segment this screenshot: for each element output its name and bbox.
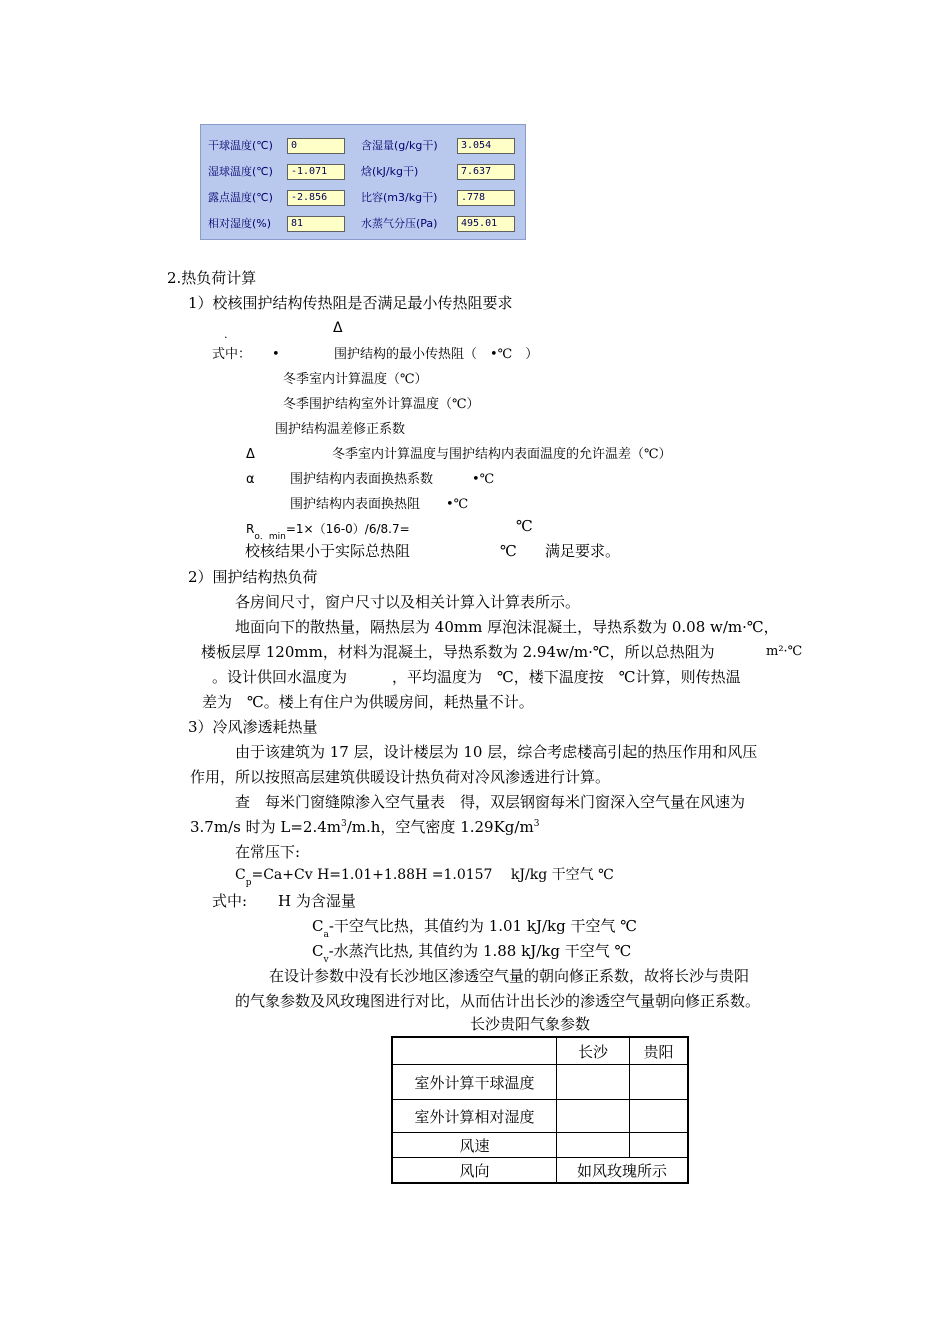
table-cell: [630, 1100, 689, 1133]
delta-symbol: Δ: [246, 447, 255, 462]
def-heat-transfer-resistance: 围护结构内表面换热阻 •℃: [290, 497, 469, 512]
table-row: [392, 1065, 688, 1100]
para-3d: [190, 817, 539, 840]
check-result: 校核结果小于实际总热阻: [245, 542, 411, 560]
where-label: 式中:: [212, 892, 248, 910]
alpha-symbol: α: [246, 472, 255, 487]
para-2c: 楼板层厚 120mm，材料为混凝土，导热系数为 2.94w/m·℃，所以总热阻为: [201, 643, 715, 661]
para-3g: 的气象参数及风玫瑰图进行对比，从而估计出长沙的渗透空气量朝向修正系数。: [235, 992, 761, 1010]
para-3b: 作用，所以按照高层建筑供暖设计热负荷对冷风渗透进行计算。: [190, 768, 611, 786]
subsection-1-title: 1）校核围护结构传热阻是否满足最小传热阻要求: [188, 294, 513, 312]
para-3a: 由于该建筑为 17 层，设计楼层为 10 层，综合考虑楼高引起的热压作用和风压: [235, 743, 758, 761]
dew-point-label: 露点温度(℃): [208, 191, 273, 204]
wet-bulb-label: 湿球温度(℃): [208, 165, 273, 178]
subsection-2-title: 2）围护结构热负荷: [188, 568, 318, 586]
para-3d-sup: 3: [340, 819, 347, 829]
def-temp-correction: 围护结构温差修正系数: [275, 422, 406, 437]
table-cell: [630, 1065, 689, 1100]
ca-text: -干空气比热，其值约为 1.01 kJ/kg 干空气 ℃: [328, 917, 638, 935]
vapor-field[interactable]: 495.01: [457, 216, 515, 232]
table-cell: [557, 1133, 630, 1158]
vapor-label: 水蒸气分压(Pa): [361, 217, 438, 230]
def-indoor-temp: 冬季室内计算温度（℃）: [283, 372, 428, 387]
para-2b: 地面向下的散热量，隔热层为 40mm 厚泡沫混凝土，导热系数为 0.08 w/m·℃，: [235, 618, 779, 636]
def-heat-transfer-coef: 围护结构内表面换热系数 •℃: [290, 472, 495, 487]
section-title: 2.热负荷计算: [167, 269, 257, 287]
cp-expression: =Ca+Cv H=1.01+1.88H =1.0157 kJ/kg 干空气 ℃: [251, 867, 614, 883]
def-outdoor-temp: 冬季围护结构室外计算温度（℃）: [283, 397, 480, 412]
para-3c: 查 每米门窗缝隙渗入空气量表 得，双层钢窗每米门窗深入空气量在风速为: [235, 793, 746, 811]
def-allowed-diff: 冬季室内计算温度与围护结构内表面温度的允许温差（℃）: [332, 447, 672, 462]
para-3d-a: 3.7m/s 时为 L=2.4m: [190, 818, 341, 836]
rmin-unit: ℃: [516, 517, 533, 535]
cv-c: C: [312, 942, 324, 960]
row-label: 室外计算相对湿度: [392, 1100, 557, 1133]
cv-definition: [312, 941, 631, 964]
cv-subscript: v: [323, 955, 329, 965]
table-caption: 长沙贵阳气象参数: [470, 1015, 591, 1033]
para-2e: 差为 ℃。楼上有住户为供暖房间，耗热量不计。: [202, 693, 534, 711]
cp-c: C: [235, 867, 246, 883]
para-2a: 各房间尺寸，窗户尺寸以及相关计算入计算表所示。: [235, 593, 581, 611]
row-label: 风速: [392, 1133, 557, 1158]
volume-field[interactable]: .778: [457, 190, 515, 206]
para-2d: 。设计供回水温度为 ，平均温度为 ℃，楼下温度按 ℃计算，则传热温: [212, 668, 741, 686]
wet-bulb-field[interactable]: -1.071: [287, 164, 345, 180]
formula-delta: Δ: [333, 320, 343, 336]
def-min-resistance: 围护结构的最小传热阻（ •℃ ）: [334, 347, 539, 362]
table-row: [392, 1100, 688, 1133]
rmin-formula: [246, 520, 410, 542]
enthalpy-field[interactable]: 7.637: [457, 164, 515, 180]
enthalpy-label: 焓(kJ/kg干): [361, 165, 419, 178]
check-ok: 满足要求。: [545, 542, 621, 560]
subsection-3-title: 3）冷风渗透耗热量: [188, 718, 318, 736]
row-label: 风向: [392, 1158, 557, 1184]
rmin-subscript: o．min: [254, 532, 286, 542]
row-label: 室外计算干球温度: [392, 1065, 557, 1100]
table-cell: [392, 1037, 557, 1065]
check-unit: ℃: [500, 542, 517, 560]
table-cell: 如风玫瑰所示: [557, 1158, 689, 1184]
cv-text: -水蒸汽比热, 其值约为 1.88 kJ/kg 干空气 ℃: [328, 942, 632, 960]
table-header: 贵阳: [630, 1037, 689, 1065]
para-2c-unit: m²·℃: [766, 644, 803, 659]
bullet: •: [272, 347, 280, 362]
psychrometric-panel: [200, 124, 526, 240]
weather-table: [391, 1036, 689, 1184]
rmin-expression: =1×（16-0）/6/8.7=: [285, 522, 410, 536]
cp-formula: [235, 866, 614, 886]
table-row: [392, 1037, 688, 1065]
formula-where-label: 式中：: [212, 347, 252, 362]
moisture-field[interactable]: 3.054: [457, 138, 515, 154]
table-header: 长沙: [557, 1037, 630, 1065]
para-3e: 在常压下:: [235, 843, 301, 861]
moisture-label: 含湿量(g/kg干): [361, 139, 438, 152]
ca-c: C: [312, 917, 324, 935]
table-cell: [557, 1100, 630, 1133]
para-3d-b: /m.h，空气密度 1.29Kg/m: [346, 818, 534, 836]
ca-subscript: a: [323, 930, 329, 940]
h-definition: H 为含湿量: [278, 892, 356, 910]
para-3f: 在设计参数中没有长沙地区渗透空气量的朝向修正系数，故将长沙与贵阳: [269, 967, 750, 985]
table-cell: [557, 1065, 630, 1100]
table-row: [392, 1158, 688, 1184]
dry-bulb-field[interactable]: 0: [287, 138, 345, 154]
table-row: [392, 1133, 688, 1158]
rmin-r: R: [246, 522, 255, 536]
rh-field[interactable]: 81: [287, 216, 345, 232]
formula-dot: .: [224, 328, 228, 341]
rh-label: 相对湿度(%): [208, 217, 272, 230]
volume-label: 比容(m3/kg干): [361, 191, 438, 204]
table-cell: [630, 1133, 689, 1158]
dry-bulb-label: 干球温度(℃): [208, 139, 273, 152]
cp-subscript: p: [245, 878, 252, 888]
dew-point-field[interactable]: -2.856: [287, 190, 345, 206]
ca-definition: [312, 916, 637, 939]
para-3d-sup2: 3: [533, 819, 540, 829]
